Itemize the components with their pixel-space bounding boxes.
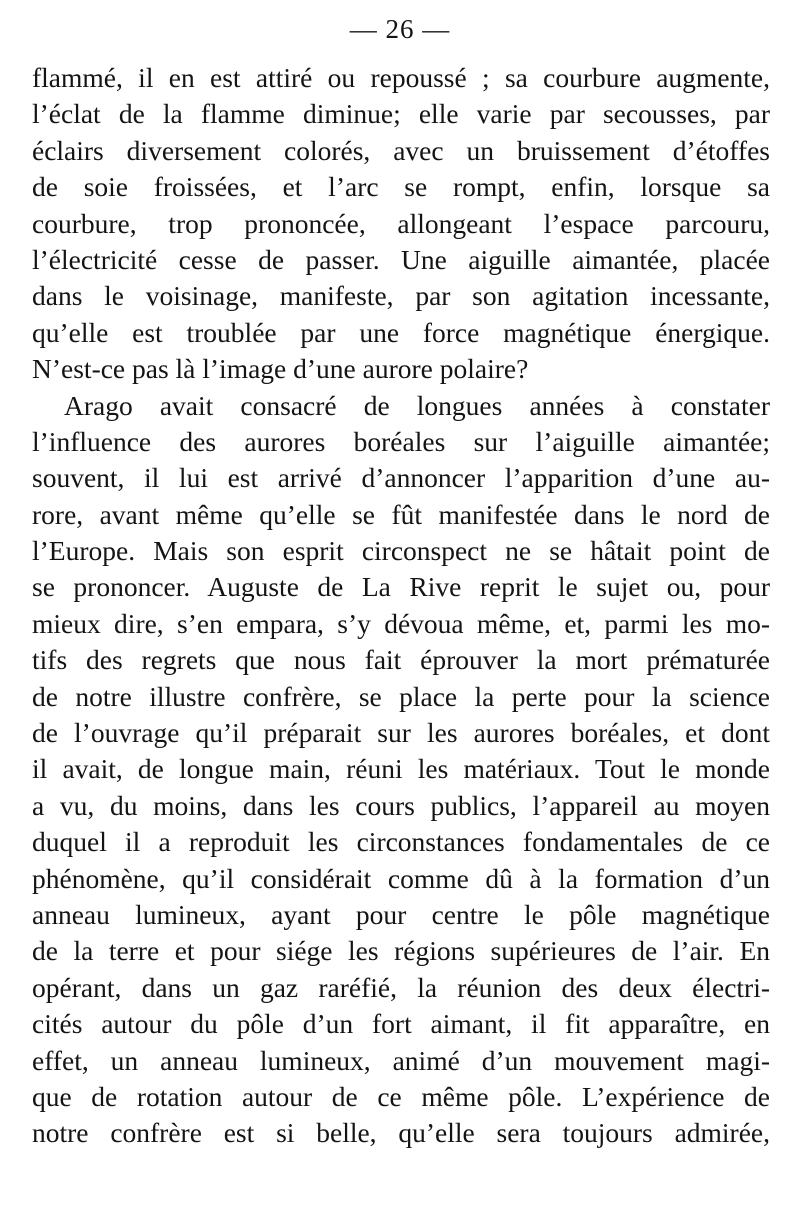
text-line: que de rotation autour de ce même pôle. L’expérience de xyxy=(32,1080,770,1112)
text-line: éclairs diversement colorés, avec un bruissement d’étoffes xyxy=(32,134,770,166)
text-line: se prononcer. Auguste de La Rive reprit le sujet ou, pour xyxy=(32,571,770,603)
text-line: de la terre et pour siége les régions supérieures de l’air. En xyxy=(32,935,770,967)
page-number: — 26 — xyxy=(349,14,451,44)
text-line: courbure, trop prononcée, allongeant l’espace parcouru, xyxy=(32,207,770,239)
body-text xyxy=(32,60,770,1152)
text-line: effet, un anneau lumineux, animé d’un mouvement magi- xyxy=(32,1044,770,1076)
text-line: mieux dire, s’en empara, s’y dévoua même, et, parmi les mo- xyxy=(32,607,770,639)
text-line: a vu, du moins, dans les cours publics, l’appareil au moyen xyxy=(32,789,770,821)
text-line: flammé, il en est attiré ou repoussé ; sa courbure augmente, xyxy=(32,62,770,93)
text-line: l’éclat de la flamme diminue; elle varie par secousses, par xyxy=(32,98,770,130)
text-line: de l’ouvrage qu’il préparait sur les aurores boréales, et dont xyxy=(32,717,770,749)
text-line: phénomène, qu’il considérait comme dû à la formation d’un xyxy=(32,862,770,894)
text-line: tifs des regrets que nous fait éprouver la mort prématurée xyxy=(32,644,770,676)
text-line: cités autour du pôle d’un fort aimant, il fit apparaître, en xyxy=(32,1008,770,1040)
text-line: anneau lumineux, ayant pour centre le pôle magnétique xyxy=(32,898,770,930)
text-line: l’électricité cesse de passer. Une aiguille aimantée, placée xyxy=(32,243,770,275)
text-line: l’Europe. Mais son esprit circonspect ne se hâtait point de xyxy=(32,535,770,567)
text-line: qu’elle est troublée par une force magnétique énergique. xyxy=(32,316,770,348)
text-line: notre confrère est si belle, qu’elle sera toujours admirée, xyxy=(32,1117,770,1149)
text-line: de soie froissées, et l’arc se rompt, enfin, lorsque sa xyxy=(32,171,770,203)
text-line: souvent, il lui est arrivé d’annoncer l’apparition d’une au- xyxy=(32,462,770,494)
paragraph xyxy=(32,388,770,1152)
text-line: rore, avant même qu’elle se fût manifestée dans le nord de xyxy=(32,498,770,530)
text-line: dans le voisinage, manifeste, par son agitation incessante, xyxy=(32,280,770,312)
text-line: de notre illustre confrère, se place la perte pour la science xyxy=(32,680,770,712)
text-line: opérant, dans un gaz raréfié, la réunion des deux électri- xyxy=(32,971,770,1003)
text-line: il avait, de longue main, réuni les matériaux. Tout le monde xyxy=(32,753,770,785)
text-line: Arago avait consacré de longues années à constater xyxy=(64,389,770,421)
text-line: l’influence des aurores boréales sur l’aiguille aimantée; xyxy=(32,425,770,457)
text-line: duquel il a reproduit les circonstances fondamentales de ce xyxy=(32,826,770,858)
paragraph xyxy=(32,60,770,388)
text-line: N’est-ce pas là l’image d’une aurore polaire? xyxy=(32,353,529,385)
